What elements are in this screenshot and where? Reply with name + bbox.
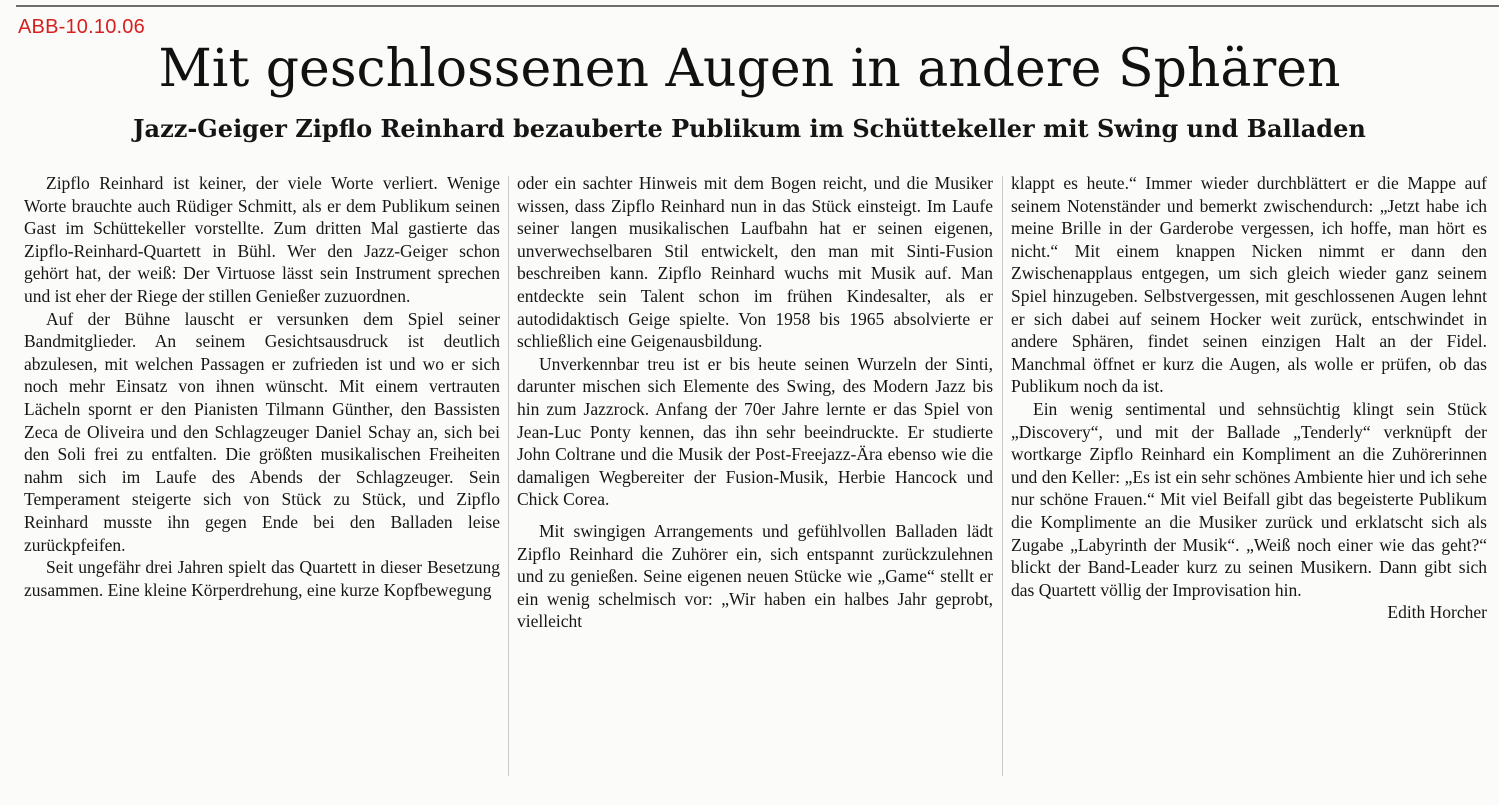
date-label: ABB-10.10.06 — [18, 16, 145, 38]
paragraph: Seit ungefähr drei Jahren spielt das Quartett in dieser Besetzung zusammen. Eine kleine Körperdrehung, eine kurze Kopfbewegung — [24, 557, 500, 600]
headline: Mit geschlossenen Augen in andere Sphären — [158, 39, 1341, 99]
article-column-3 — [1011, 172, 1487, 624]
paragraph: Zipflo Reinhard ist keiner, der viele Worte verliert. Wenige Worte brauchte auch Rüdiger Schmitt, als er dem Publikum seinen Gast im Schüttekeller vorstellte. Zum dritten Mal gastierte das Zipflo-Reinhard-Quartett in Bühl. Wer den Jazz-Geiger schon gehört hat, der weiß: Der Virtuose lässt sein Instrument sprechen und ist eher der Riege der stillen Genießer zuzuordnen. — [24, 173, 500, 306]
column-divider — [508, 176, 509, 776]
article-column-1 — [24, 172, 500, 601]
paragraph: Auf der Bühne lauscht er versunken dem Spiel seiner Bandmitglieder. An seinem Gesichtsausdruck ist deutlich abzulesen, mit welchen Passagen er zufrieden ist und wo er sich noch mehr Einsatz von ihnen wünscht. Mit einem vertrauten Lächeln spornt er den Pianisten Tilmann Günther, den Bassisten Zeca de Oliveira und den Schlagzeuger Daniel Schay an, sich bei den Soli frei zu entfalten. Die größten musikalischen Freiheiten nahm sich im Laufe des Abends der Schlagzeuger. Sein Temperament steigerte sich von Stück zu Stück, und Zipflo Reinhard musste ihn gegen Ende bei den Balladen leise zurückpfeifen. — [24, 308, 500, 555]
author-byline: Edith Horcher — [1387, 602, 1487, 623]
paragraph: Unverkennbar treu ist er bis heute seinen Wurzeln der Sinti, darunter mischen sich Elemente des Swing, des Modern Jazz bis hin zum Jazzrock. Anfang der 70er Jahre lernte er das Spiel von Jean-Luc Ponty kennen, das ihn sehr beeindruckte. Er studierte John Coltrane und die Musik der Post-Freejazz-Ära ebenso wie die damaligen Wegbereiter der Fusion-Musik, Herbie Hancock und Chick Corea. — [517, 353, 993, 510]
article-column-2 — [517, 172, 993, 633]
column-divider — [1002, 176, 1003, 776]
paragraph: oder ein sachter Hinweis mit dem Bogen reicht, und die Musiker wissen, dass Zipflo Reinhard nun in das Stück einsteigt. Im Laufe seiner langen musikalischen Laufbahn hat er seinen eigenen, unverwechselbaren Stil entwickelt, den man mit Sinti-Fusion beschreiben kann. Zipflo Reinhard wuchs mit Musik auf. Man entdeckte sein Talent schon im frühen Kindesalter, als er autodidaktisch Geige spielte. Von 1958 bis 1965 absolvierte er schließlich eine Geigenausbildung. — [517, 173, 993, 352]
subheadline: Jazz-Geiger Zipflo Reinhard bezauberte Publikum im Schüttekeller mit Swing und Balladen — [133, 114, 1366, 143]
paragraph: Ein wenig sentimental und sehnsüchtig klingt sein Stück „Discovery“, und mit der Ballade „Tenderly“ verknüpft der wortkarge Zipflo Reinhard ein Kompliment an die Zuhörerinnen und den Keller: „Es ist ein sehr schönes Ambiente hier und ich sehe nur schöne Frauen.“ Mit viel Beifall gibt das begeisterte Publikum die Komplimente an die Musiker zurück und erklatscht sich als Zugabe „Labyrinth der Musik“. „Weiß noch einer wie das geht?“ blickt der Band-Leader kurz zu seinen Musikern. Dann gibt sich das Quartett völlig der Improvisation hin. — [1011, 398, 1487, 600]
paragraph: klappt es heute.“ Immer wieder durchblättert er die Mappe auf seinem Notenständer und bemerkt zwischendurch: „Jetzt habe ich meine Brille in der Garderobe vergessen, ich hoffe, man hört es nicht.“ Mit einem knappen Nicken nimmt er dann den Zwischenapplaus entgegen, um sich gleich wieder ganz seinem Spiel hinzugeben. Selbstvergessen, mit geschlossenen Augen lehnt er sich dabei auf seinem Hocker weit zurück, entschwindet in andere Sphären, findet seinen einzigen Halt an der Fidel. Manchmal öffnet er kurz die Augen, als wolle er prüfen, ob das Publikum noch da ist. — [1011, 173, 1487, 397]
top-border-rule — [16, 0, 1499, 7]
paragraph: Mit swingigen Arrangements und gefühlvollen Balladen lädt Zipflo Reinhard die Zuhörer ein, sich entspannt zurückzulehnen und zu genießen. Seine eigenen neuen Stücke wie „Game“ stellt er ein wenig schelmisch vor: „Wir haben ein halbes Jahr geprobt, vielleicht — [517, 520, 993, 632]
